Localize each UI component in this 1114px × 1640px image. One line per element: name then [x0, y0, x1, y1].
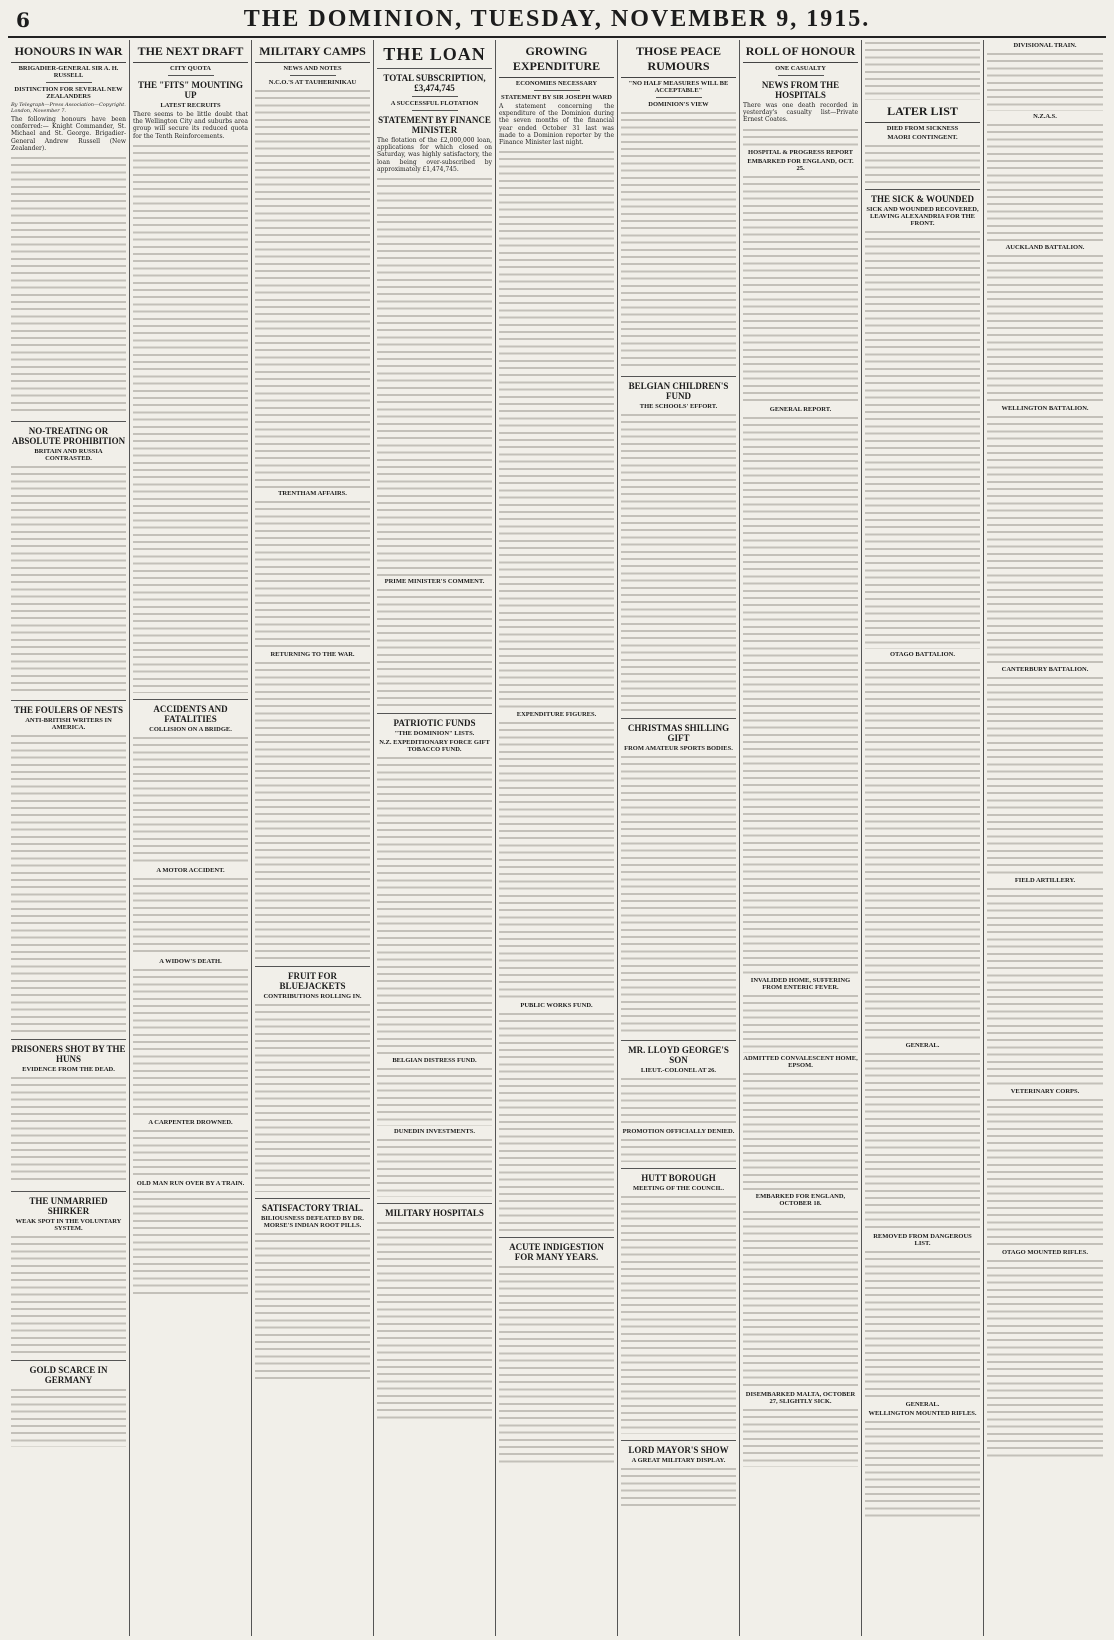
article-subheading: PROMOTION OFFICIALLY DENIED.	[622, 1128, 735, 1135]
article-title: NO-TREATING OR ABSOLUTE PROHIBITION	[11, 426, 126, 447]
article-fruit	[255, 966, 370, 1192]
article-subheading: MEETING OF THE COUNCIL.	[632, 1185, 724, 1192]
article-subheading: GENERAL.	[905, 1401, 940, 1408]
article-subheading: EXPENDITURE FIGURES.	[516, 711, 597, 719]
article-subheading: COLLISION ON A BRIDGE.	[149, 725, 232, 733]
article-subheading: N.Z.A.S.	[1033, 113, 1057, 120]
article-subheading: HOSPITAL & PROGRESS REPORT	[748, 148, 853, 156]
article-subheading: INVALIDED HOME, SUFFERING FROM ENTERIC FEVER.	[750, 976, 851, 991]
article-subheading: "THE DOMINION" LISTS.	[394, 730, 475, 738]
article-gold	[11, 1360, 126, 1447]
article-subheading: OTAGO BATTALION.	[889, 651, 955, 658]
article-subheading: DOMINION'S VIEW	[648, 101, 709, 108]
article-subheading: PRIME MINISTER'S COMMENT.	[384, 578, 485, 586]
article-subheading: SICK AND WOUNDED RECOVERED, LEAVING ALEXANDRIA FOR THE FRONT.	[866, 206, 979, 227]
article-prohibition	[11, 421, 126, 694]
article-body: The following honours have been conferred:— Knight Commander, St. Michael and St. George. Brigadier-General Andrew Russell (New Zealander).	[11, 116, 126, 152]
article-subheading: "NO HALF MEASURES WILL BE ACCEPTABLE"	[628, 80, 729, 94]
article-subheading: BILIOUSNESS DEFEATED BY DR. MORSE'S INDIAN ROOT PILLS.	[261, 1215, 364, 1229]
article-title: THE SICK & WOUNDED	[870, 194, 975, 204]
article-subheading: DUNEDIN INVESTMENTS.	[394, 1128, 475, 1136]
article-body: There seems to be little doubt that the Wellington City and suburbs area group will secure its reduced quota for the Tenth Reinforcements.	[133, 111, 248, 140]
column-2	[130, 40, 252, 1636]
article-title: LATER LIST	[865, 104, 980, 123]
article-subheading: EMBARKED FOR ENGLAND, OCT. 25.	[747, 157, 854, 172]
article-patriotic-funds	[377, 713, 492, 1197]
article-subheading: GENERAL.	[905, 1042, 940, 1049]
article-subheading: NEWS FROM THE HOSPITALS	[761, 80, 840, 100]
article-subheading: A CARPENTER DROWNED.	[148, 1118, 233, 1126]
column-4	[374, 40, 496, 1636]
newspaper-columns	[8, 40, 1106, 1636]
page-number: 6	[16, 8, 30, 32]
article-sick-wounded	[865, 189, 980, 1519]
article-title: ROLL OF HONOUR	[743, 44, 858, 63]
article-title: PATRIOTIC FUNDS	[393, 718, 476, 729]
article-body: There was one death recorded in yesterday's casualty list—Private Ernest Coates.	[743, 102, 858, 124]
column-9	[984, 40, 1106, 1636]
article-subheading: WELLINGTON BATTALION.	[1001, 405, 1089, 412]
article-title: THOSE PEACE RUMOURS	[621, 44, 736, 78]
article-title: PRISONERS SHOT BY THE HUNS	[11, 1044, 126, 1065]
article-growing-expenditure	[499, 44, 614, 1231]
article-title: ACUTE INDIGESTION FOR MANY YEARS.	[509, 1242, 604, 1263]
article-body: A statement concerning the expenditure of the Dominion during the seven months of the financial year ended October 31 last was made to a Dominion reporter by the Finance Minister last night.	[499, 103, 614, 147]
article-foulers	[11, 700, 126, 1033]
article-subheading: ECONOMIES NECESSARY	[515, 80, 598, 87]
column-5	[496, 40, 618, 1636]
article-subheading: PUBLIC WORKS FUND.	[520, 1002, 593, 1010]
article-subheading: N.Z. EXPEDITIONARY FORCE GIFT TOBACCO FUND.	[379, 739, 490, 754]
article-title: SATISFACTORY TRIAL.	[261, 1203, 364, 1213]
article-subheading: WELLINGTON MOUNTED RIFLES.	[868, 1410, 977, 1417]
article-subheading: FIELD ARTILLERY.	[1014, 877, 1076, 884]
article-title: LORD MAYOR'S SHOW	[628, 1445, 729, 1455]
article-title: MILITARY CAMPS	[255, 44, 370, 63]
article-casualty-continued	[987, 42, 1103, 1458]
article-subheading: DIVISIONAL TRAIN.	[1013, 42, 1077, 49]
article-title: THE UNMARRIED SHIRKER	[29, 1196, 108, 1217]
article-subheading: BRIGADIER-GENERAL SIR A. H. RUSSELL	[18, 65, 119, 79]
article-military-hospitals	[377, 1203, 492, 1420]
article-subheading: DIED FROM SICKNESS	[886, 125, 959, 132]
article-title: MR. LLOYD GEORGE'S SON	[628, 1045, 729, 1065]
article-title: GROWING EXPENDITURE	[499, 44, 614, 78]
newspaper-title: THE DOMINION, TUESDAY, NOVEMBER 9, 1915.	[243, 6, 871, 32]
article-shirker	[11, 1191, 126, 1354]
article-subheading: AUCKLAND BATTALION.	[1005, 244, 1085, 251]
article-satisfactory-trial	[255, 1198, 370, 1381]
article-peace-rumours	[621, 44, 736, 370]
article-later-list	[865, 40, 980, 183]
article-subheading: TRENTHAM AFFAIRS.	[278, 490, 347, 497]
article-subheading: OLD MAN RUN OVER BY A TRAIN.	[136, 1179, 245, 1187]
article-title: ACCIDENTS AND FATALITIES	[153, 703, 228, 724]
column-6	[618, 40, 740, 1636]
article-subheading: CITY QUOTA	[170, 65, 211, 72]
masthead	[8, 4, 1106, 38]
article-subheading: STATEMENT BY SIR JOSEPH WARD	[501, 94, 612, 101]
dateline: By Telegraph—Press Association—Copyright. London, November 7.	[11, 102, 126, 114]
article-subheading: DISTINCTION FOR SEVERAL NEW ZEALANDERS	[14, 86, 123, 100]
article-subheading: TOTAL SUBSCRIPTION, £3,474,745	[383, 73, 486, 93]
article-title: THE FOULERS OF NESTS	[14, 705, 123, 716]
article-subheading: A MOTOR ACCIDENT.	[156, 866, 225, 874]
column-7	[740, 40, 862, 1636]
article-subheading: DISEMBARKED MALTA, OCTOBER 27, SLIGHTLY SICK.	[745, 1390, 856, 1405]
article-subheading: CONTRIBUTIONS ROLLING IN.	[263, 993, 362, 1000]
article-title: CHRISTMAS SHILLING GIFT	[627, 723, 730, 743]
article-subheading: STATEMENT BY FINANCE MINISTER	[378, 115, 491, 135]
article-subheading: A WIDOW'S DEATH.	[159, 957, 222, 965]
article-subheading: GENERAL REPORT.	[769, 405, 832, 413]
article-subheading: ADMITTED CONVALESCENT HOME, EPSOM.	[743, 1054, 858, 1069]
article-title: BELGIAN CHILDREN'S FUND	[628, 381, 729, 401]
article-belgian-children	[621, 376, 736, 712]
article-the-loan	[377, 44, 492, 707]
article-title: GOLD SCARCE IN GERMANY	[29, 1365, 108, 1386]
article-subheading: EMBARKED FOR ENGLAND, OCTOBER 18.	[755, 1192, 846, 1207]
article-subheading: THE "FITS" MOUNTING UP	[137, 80, 243, 100]
article-subheading: NEWS AND NOTES	[283, 65, 342, 72]
article-subheading: BRITAIN AND RUSSIA CONTRASTED.	[34, 448, 103, 463]
article-subheading: WEAK SPOT IN THE VOLUNTARY SYSTEM.	[15, 1218, 122, 1233]
article-title: THE LOAN	[383, 44, 486, 64]
article-accidents	[133, 699, 248, 1299]
article-shilling-gift	[621, 718, 736, 1034]
article-subheading: BELGIAN DISTRESS FUND.	[392, 1057, 477, 1065]
article-title: THE NEXT DRAFT	[133, 44, 248, 63]
article-subheading: EVIDENCE FROM THE DEAD.	[22, 1066, 115, 1074]
article-subheading: A GREAT MILITARY DISPLAY.	[631, 1457, 726, 1464]
article-lloyd-george	[621, 1040, 736, 1162]
column-3	[252, 40, 374, 1636]
article-roll-of-honour	[743, 44, 858, 1467]
article-subheading: N.C.O.'S AT TAUHERINIKAU	[268, 79, 357, 86]
article-next-draft	[133, 44, 248, 693]
article-title: HUTT BOROUGH	[641, 1173, 716, 1183]
article-subheading: FROM AMATEUR SPORTS BODIES.	[624, 745, 733, 752]
article-subheading: THE SCHOOLS' EFFORT.	[639, 403, 718, 410]
article-military-camps	[255, 44, 370, 960]
article-title: HONOURS IN WAR	[11, 44, 126, 63]
article-prisoners	[11, 1039, 126, 1185]
article-subheading: VETERINARY CORPS.	[1010, 1088, 1080, 1095]
article-lord-mayor	[621, 1440, 736, 1506]
article-subheading: LIEUT.-COLONEL AT 26.	[640, 1067, 717, 1074]
article-subheading: ANTI-BRITISH WRITERS IN AMERICA.	[25, 717, 112, 732]
article-title: MILITARY HOSPITALS	[385, 1208, 484, 1219]
article-hutt-borough	[621, 1168, 736, 1434]
article-subheading: MAORI CONTINGENT.	[887, 134, 958, 141]
article-body: The flotation of the £2,000,000 loan, applications for which closed on Saturday, was highly satisfactory, the loan being over-subscribed by approximately £1,474,745.	[377, 137, 492, 173]
column-1	[8, 40, 130, 1636]
column-8	[862, 40, 984, 1636]
article-title: FRUIT FOR BLUEJACKETS	[279, 971, 346, 991]
article-indigestion	[499, 1237, 614, 1464]
article-subheading: CANTERBURY BATTALION.	[1001, 666, 1089, 673]
article-subheading: ONE CASUALTY	[775, 65, 826, 72]
article-subheading: REMOVED FROM DANGEROUS LIST.	[873, 1233, 972, 1247]
article-subheading: A SUCCESSFUL FLOTATION	[390, 100, 479, 107]
article-honours	[11, 44, 126, 415]
article-subheading: RETURNING TO THE WAR.	[270, 651, 355, 658]
article-subheading: LATEST RECRUITS	[160, 102, 221, 109]
article-subheading: OTAGO MOUNTED RIFLES.	[1001, 1249, 1088, 1256]
